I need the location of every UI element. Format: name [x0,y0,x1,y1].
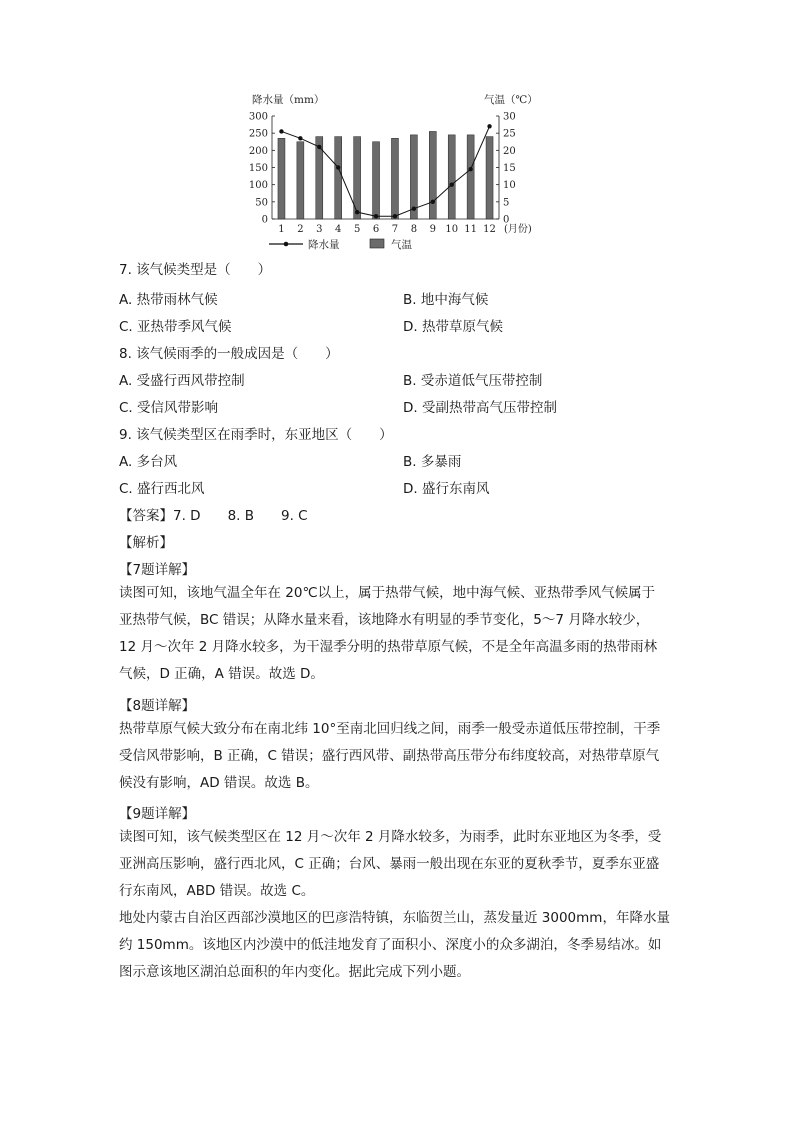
x-tick-label: 8 [410,224,418,235]
detail-7-line: 亚热带气候，BC 错误；从降水量来看，该地降水有明显的季节变化，5～7 月降水较少， [119,612,650,628]
question-8-option-a: A. 受盛行西风带控制 [119,373,245,389]
legend [269,238,412,251]
temperature-bar [429,131,436,219]
x-tick-label: 9 [429,224,436,235]
question-8-option-b: B. 受赤道低气压带控制 [403,373,543,389]
detail-7-line: 12 月～次年 2 月降水较多，为干湿季分明的热带草原气候，不是全年高温多雨的热带雨林 [119,639,658,655]
left-tick-label: 200 [248,145,268,157]
question-7-option-a: A. 热带雨林气候 [119,292,218,308]
detail-9-text [119,824,679,905]
detail-9-line: 读图可知，该气候类型区在 12 月～次年 2 月降水较多，为雨季，此时东亚地区为冬季，受 [119,829,662,845]
question-7-option-d: D. 热带草原气候 [403,319,503,335]
question-9-option-d: D. 盛行东南风 [403,481,490,497]
right-tick-label: 30 [503,111,516,123]
x-tick-label: 12 [483,224,496,235]
temperature-bar [486,137,493,219]
intro-line: 约 150mm。该地区内沙漠中的低洼地发育了面积小、深度小的众多湖泊，冬季易结冰。如 [119,937,662,953]
right-axis-label: 气温（℃） [484,94,538,106]
detail-8-line: 候没有影响，AD 错误。故选 B。 [119,775,319,791]
right-tick-label: 20 [503,145,516,157]
question-8-option-d: D. 受副热带高气压带控制 [403,400,557,416]
intro-line: 图示意该地区湖泊总面积的年内变化。据此完成下列小题。 [119,964,470,980]
legend-label-precipitation: 降水量 [308,239,340,251]
question-9-option-a: A. 多台风 [119,454,178,470]
detail-9-line: 亚洲高压影响，盛行西北风，C 正确；台风、暴雨一般出现在东亚的夏秋季节，夏季东亚盛 [119,856,660,872]
temperature-bar [467,135,474,219]
right-tick-label: 25 [503,128,516,140]
precipitation-point [487,124,491,128]
x-tick-label: 7 [391,224,399,235]
precipitation-point [468,167,472,171]
temperature-bar [335,137,342,219]
precipitation-point [374,214,378,218]
question-8-stem: 8. 该气候雨季的一般成因是（ ） [119,346,339,362]
question-9-stem: 9. 该气候类型区在雨季时，东亚地区（ ） [119,427,393,443]
right-tick-label: 5 [503,197,510,209]
intro-passage [119,905,679,986]
precipitation-point [279,129,283,133]
left-tick-label: 300 [248,111,268,123]
detail-8-heading: 【8题详解】 [119,698,196,714]
detail-7-line: 气候，D 正确，A 错误。故选 D。 [119,666,324,682]
detail-8-line: 热带草原气候大致分布在南北纬 10°至南北回归线之间，雨季一般受赤道低压带控制，干季 [119,721,661,737]
x-tick-label: 6 [372,224,380,235]
x-unit-label: (月份) [504,224,532,235]
detail-7-heading: 【7题详解】 [119,562,196,578]
left-tick-label: 150 [248,163,268,174]
plot-area [249,112,532,236]
x-tick-label: 3 [316,224,323,235]
precipitation-point [412,207,416,211]
legend-line-marker [284,242,289,247]
x-tick-label: 2 [297,224,304,235]
precipitation-line [281,126,489,216]
precipitation-point [317,145,321,149]
analysis-heading: 【解析】 [119,535,173,551]
question-8-option-c: C. 受信风带影响 [119,400,219,416]
temperature-bar [448,135,455,219]
detail-7-line: 读图可知，该地气温全年在 20℃以上，属于热带气候，地中海气候、亚热带季风气候属于 [119,585,656,601]
precipitation-point [393,214,397,218]
left-tick-label: 0 [261,214,268,226]
x-tick-label: 4 [335,224,342,235]
x-tick-label: 10 [445,224,459,235]
question-7-option-c: C. 亚热带季风气候 [119,319,232,335]
right-tick-label: 10 [503,180,516,192]
climate-chart [240,88,540,254]
detail-9-heading: 【9题详解】 [119,806,196,822]
detail-8-line: 受信风带影响，B 正确，C 错误；盛行西风带、副热带高压带分布纬度较高，对热带草原气 [119,748,660,764]
detail-8-text [119,716,679,797]
question-9-option-b: B. 多暴雨 [403,454,462,470]
precipitation-point [298,136,302,140]
x-tick-label: 5 [353,224,361,235]
intro-line: 地处内蒙古自治区西部沙漠地区的巴彦浩特镇，东临贺兰山，蒸发量近 3000mm，年降水量 [119,910,670,926]
question-7-option-b: B. 地中海气候 [403,292,489,308]
question-7-stem: 7. 该气候类型是（ ） [119,262,272,278]
x-tick-label: 11 [464,224,477,235]
answer-line: 【答案】7. D 8. B 9. C [119,508,308,524]
left-axis-label: 降水量（mm） [252,94,325,106]
left-tick-label: 250 [248,128,268,140]
temperature-bar [278,138,285,219]
legend-label-temperature: 气温 [391,239,412,251]
left-tick-label: 50 [255,197,268,209]
precipitation-point [431,200,435,204]
temperature-bar [373,142,380,219]
precipitation-point [355,210,359,214]
right-tick-label: 0 [503,214,510,226]
temperature-bar [297,142,304,219]
temperature-bar [410,135,417,219]
question-9-option-c: C. 盛行西北风 [119,481,205,497]
left-tick-label: 100 [248,180,268,192]
legend-bar-swatch [370,239,384,248]
x-tick-label: 1 [278,224,285,235]
detail-7-text [119,580,679,688]
right-tick-label: 15 [503,163,516,174]
temperature-bar [391,138,398,219]
precipitation-point [450,182,454,186]
detail-9-line: 行东南风，ABD 错误。故选 C。 [119,883,315,899]
precipitation-point [336,165,340,169]
